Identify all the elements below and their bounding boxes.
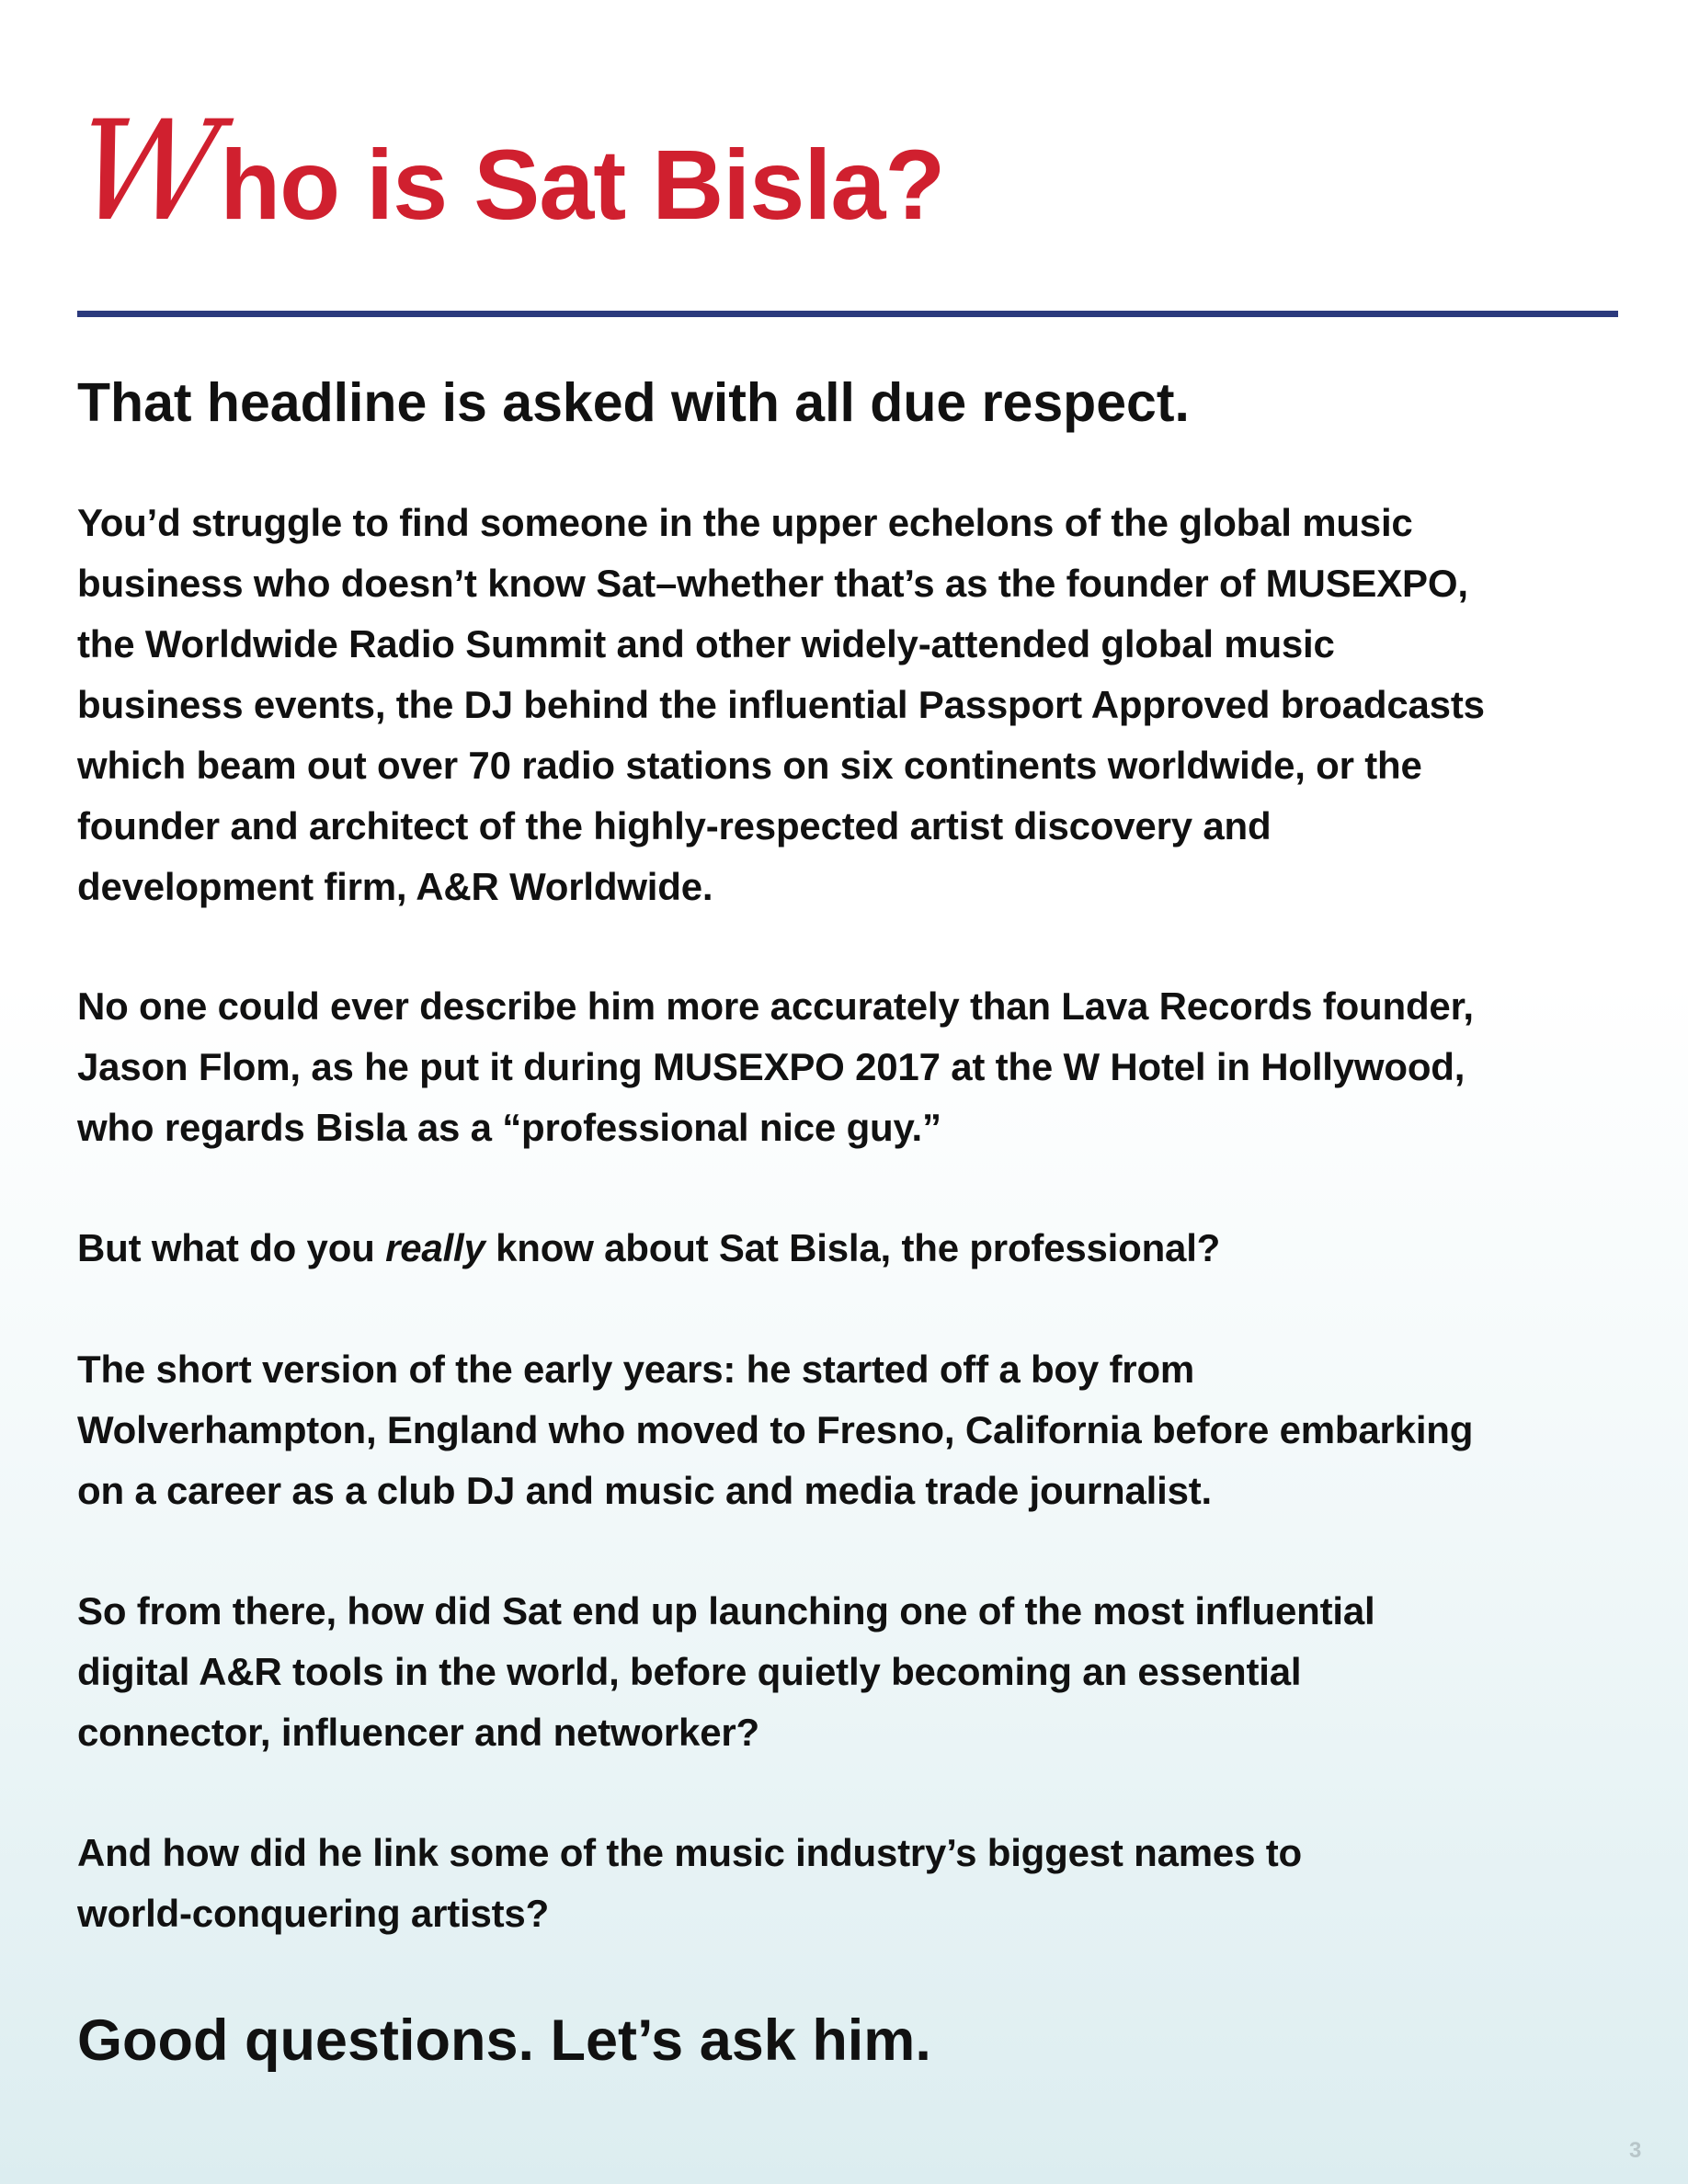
page-title — [68, 92, 945, 259]
paragraph-question — [77, 1218, 1640, 1279]
subheading: That headline is asked with all due respect. — [77, 372, 1190, 433]
paragraph-line: which beam out over 70 radio stations on six continents worldwide, or the — [77, 744, 1422, 787]
paragraph-line: digital A&R tools in the world, before quietly becoming an essential — [77, 1650, 1302, 1693]
paragraph-intro — [77, 493, 1640, 917]
question-before: But what do you — [77, 1226, 386, 1269]
paragraph-line: You’d struggle to find someone in the upper echelons of the global music — [77, 501, 1413, 544]
paragraph-line: founder and architect of the highly-respected artist discovery and — [77, 804, 1272, 847]
paragraph-line: And how did he link some of the music industry’s biggest names to — [77, 1831, 1302, 1874]
paragraph-line: who regards Bisla as a “professional nice guy.” — [77, 1106, 941, 1149]
question-emphasis: really — [385, 1226, 485, 1269]
paragraph-line: connector, influencer and networker? — [77, 1711, 759, 1754]
paragraph-line: business events, the DJ behind the influential Passport Approved broadcasts — [77, 683, 1485, 726]
title-initial: W — [68, 92, 227, 252]
paragraph-quote — [77, 976, 1640, 1158]
title-rest: ho is Sat Bisla? — [220, 129, 945, 240]
paragraph-line — [77, 1218, 1640, 1279]
paragraph-line: world-conquering artists? — [77, 1892, 550, 1935]
paragraph-artists — [77, 1823, 1640, 1944]
paragraph-line: So from there, how did Sat end up launching one of the most influential — [77, 1589, 1375, 1632]
question-after: know about Sat Bisla, the professional? — [485, 1226, 1221, 1269]
paragraph-line: business who doesn’t know Sat–whether that’s as the founder of MUSEXPO, — [77, 562, 1468, 605]
paragraph-line: development firm, A&R Worldwide. — [77, 865, 713, 908]
paragraph-early-years — [77, 1339, 1640, 1521]
closing-statement: Good questions. Let’s ask him. — [77, 2008, 931, 2073]
paragraph-line: on a career as a club DJ and music and media trade journalist. — [77, 1469, 1213, 1512]
title-divider — [77, 311, 1618, 317]
paragraph-line: No one could ever describe him more accurately than Lava Records founder, — [77, 984, 1474, 1028]
paragraph-line: The short version of the early years: he started off a boy from — [77, 1348, 1195, 1391]
page-number: 3 — [1629, 2138, 1642, 2163]
paragraph-launch — [77, 1581, 1640, 1763]
paragraph-line: Jason Flom, as he put it during MUSEXPO 2017 at the W Hotel in Hollywood, — [77, 1045, 1466, 1088]
paragraph-line: Wolverhampton, England who moved to Fresno, California before embarking — [77, 1408, 1474, 1451]
paragraph-line: the Worldwide Radio Summit and other widely-attended global music — [77, 622, 1335, 665]
